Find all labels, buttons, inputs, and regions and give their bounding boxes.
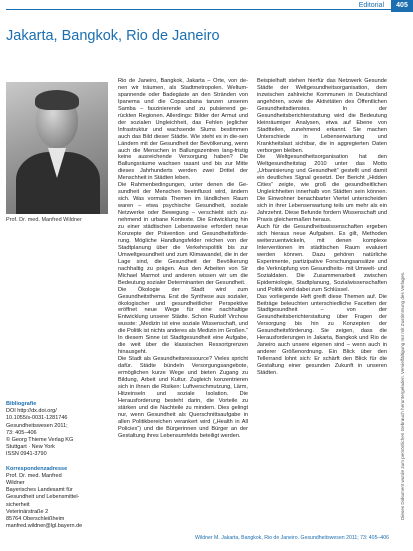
bibliography-line: © Georg Thieme Verlag KG — [6, 437, 74, 444]
page-footer: Wildner M. Jakarta, Bangkok, Rio de Janeiro. Gesundheitswesen 2011; 73: 405–406 — [195, 535, 389, 541]
bibliography-line: ISSN 0941-3790 — [6, 451, 47, 458]
side-notice — [394, 70, 406, 520]
section-rubric: Editorial — [356, 2, 387, 9]
correspondence-line: 85764 Oberschleißheim — [6, 516, 65, 523]
correspondence-lines — [6, 473, 110, 531]
page-header — [0, 0, 413, 18]
bibliography-line: 73: 405–406 — [6, 429, 37, 436]
bibliography-line: 10.1055/s-0031-1281746 — [6, 415, 68, 422]
bibliography-lines — [6, 408, 110, 458]
correspondence-line: sicherheit — [6, 501, 30, 508]
body-paragraph: Auch für die Gesundheitswissenschaften ergeben sich hieraus neue Aufgaben. Es gilt, Methoden weiterzuentwickeln, mit denen komplexe Interventionen im städtischen Raum evaluiert werden können. Dazu gehören natürliche Experimente, partizipative Forschungsansätze und die Verknüpfung von Gesundheits- mit Umwelt- und Sozialdaten. Die Zusammenarbeit zwischen Epidemiologie, Stadtplanung, Sozialwissenschaften und Politik wird dabei zum Schlüssel. — [257, 224, 387, 293]
body-paragraph: Die Weltgesundheitsorganisation hat den Weltgesundheitstag 2010 unter das Motto „Urbanisierung und Gesundheit“ gestellt und damit ein deutliches Signal gesetzt. Der Bericht „Hidden Cities“ zeigte, wie groß die gesundheitlichen Ungleichheiten innerhalb von Städten sein können. Die Einwohner benachbarter Viertel unterscheiden sich in ihrer Lebenserwartung teils um mehr als ein Jahrzehnt. Diese Befunde fordern Wissenschaft und Praxis gleichermaßen heraus. — [257, 154, 387, 224]
correspondence-heading: Korrespondenzadresse — [6, 465, 68, 472]
correspondence-line: Gesundheit und Lebensmittel- — [6, 494, 80, 501]
bibliography-line: Gesundheitswesen 2011; — [6, 422, 68, 429]
correspondence-line: Prof. Dr. med. Manfred — [6, 472, 62, 479]
correspondence-line: Bayerisches Landesamt für — [6, 487, 73, 494]
correspondence-line: manfred.wildner@lgl.bayern.de — [6, 523, 83, 530]
author-portrait — [6, 82, 108, 214]
body-paragraph: Beispielhaft stehen hierfür das Netzwerk Gesunde Städte der Weltgesundheitsorganisation, dem inzwischen zahlreiche Kommunen in Deutschland angehören, sowie die Aktivitäten des Öffentlichen Gesundheitsdienstes. In der Gesundheitsberichterstattung wird die Bedeutung kleinräumiger Analysen, etwa auf Ebene von Stadtteilen, zunehmend erkannt. Sie machen Unterschiede in Lebenserwartung und Krankheitslast sichtbar, die in aggregierten Daten verborgen bleiben. — [257, 78, 387, 154]
body-paragraph: Die Ökologie der Stadt wird zum Gesundheitsthema. Erst die Synthese aus sozialer, ökologischer und gesundheitlicher Perspektive eröffnet neue Wege für eine nachhaltige Entwicklung unserer Städte. Schon Rudolf Virchow wusste: „Medizin ist eine soziale Wissenschaft, und die Politik ist nichts anderes als Medizin im Großen.“ In diesem Sinne ist Stadtgesundheit eine Aufgabe, die weit über die klassischen Ressortgrenzen hinausgeht. — [118, 286, 248, 356]
article-title: Jakarta, Bangkok, Rio de Janeiro — [6, 28, 220, 44]
body-column-right — [257, 78, 387, 377]
body-paragraph: Rio de Janeiro, Bangkok, Jakarta – Orte, von de-nen wir träumen, als Stadtmetropolen. Weltum-spannende oder Badegäste an den Stränden von Ipanema und die Copacabana tanzen unseren Samba – faszinierende und zu pulsierend ge-rückten Regionen. Allerdings: Bilder der Armut und der sozialen Ungleichheit, das Fehlen jeglicher Infrastruktur und wachsende Slums bestimmen auch das Bild dieser Städte. Wie steht es in die-sen Ländern mit der Gesundheit der Bevölkerung, wenn auch die Menschen in Ballungszentren lang-fristig keine ausreichende Versorgung haben? Die Ballungsräume wachsen rasant und bis zur Mitte dieses Jahrhunderts werden zwei Drittel der Menschheit in Städten leben. — [118, 78, 248, 182]
bibliography-box — [6, 401, 110, 530]
bibliography-line: Stuttgart · New York — [6, 444, 55, 451]
header-rule — [6, 9, 413, 10]
bibliography-line: DOI http://dx.doi.org/ — [6, 408, 57, 415]
bibliography-heading: Bibliografie — [6, 401, 37, 407]
page-number: 405 — [391, 0, 413, 12]
body-paragraph: Die Stadt als Gesundheitsressource? Vieles spricht dafür. Städte bündeln Versorgungsangebote, ermöglichen kurze Wege und bieten Zugang zu Bildung, Arbeit und Kultur. Zugleich konzentrieren sich in ihnen die Risiken: Luftverschmutzung, Lärm, Hitzeinseln und soziale Isolation. Die Herausforderung besteht darin, die Vorteile zu stärken und die Nachteile zu mindern. Dies gelingt nur, wenn Gesundheit als Querschnittsaufgabe in allen Politikbereichen verankert wird („Health in All Policies“) und die Bürgerinnen und Bürger an der Gestaltung ihres Lebensumfelds beteiligt werden. — [118, 356, 248, 439]
portrait-caption: Prof. Dr. med. Manfred Wildner — [6, 217, 82, 223]
body-column-left — [118, 78, 248, 440]
body-paragraph: Das vorliegende Heft greift diese Themen auf. Die Beiträge beleuchten unterschiedliche Facetten der Stadtgesundheit – von der Gesundheitsberichterstattung über Fragen der Versorgung bis hin zu Konzepten der Gesundheitsförderung. Sie zeigen, dass die Herausforderungen in Jakarta, Bangkok und Rio de Janeiro auch unsere eigenen sind – wenn auch in anderer Größenordnung. Ein Blick über den Tellerrand lohnt sich: Er schärft den Blick für die Gestaltung einer gesunden Zukunft in unseren Städten. — [257, 293, 387, 377]
correspondence-line: Veterinärstraße 2 — [6, 508, 49, 515]
side-notice-text: Dieses Dokument wurde zum persönlichen Gebrauch heruntergeladen. Vervielfältigung nur mit Zustimmung des Verlages. — [400, 271, 405, 520]
correspondence-line: Wildner — [6, 480, 25, 487]
body-paragraph: Die Rahmenbedingungen, unter denen die Ge-sundheit der Menschen beeinflusst wird, ändern sich. Was vormals Themen im ländlichen Raum waren – etwa psychische Gesundheit, soziale Netzwerke oder Bewegung – verschiebt sich zu-nehmend in urbane Kontexte. Die Entwicklung hin zu einer städtischen Lebensweise erfordert neue Konzepte der Prävention und Gesundheitsförde-rung. Mögliche Handlungsfelder reichen von der Stadtplanung über die Verkehrspolitik bis zur Umweltgesundheit und zum Klimawandel, die in der Lage sind, die Gesundheit der Bevölkerung nachhaltig zu prägen. Aus den Arbeiten von Sir Michael Marmot und anderen wissen wir um die Bedeutung sozialer Determinanten der Gesundheit. — [118, 182, 248, 286]
